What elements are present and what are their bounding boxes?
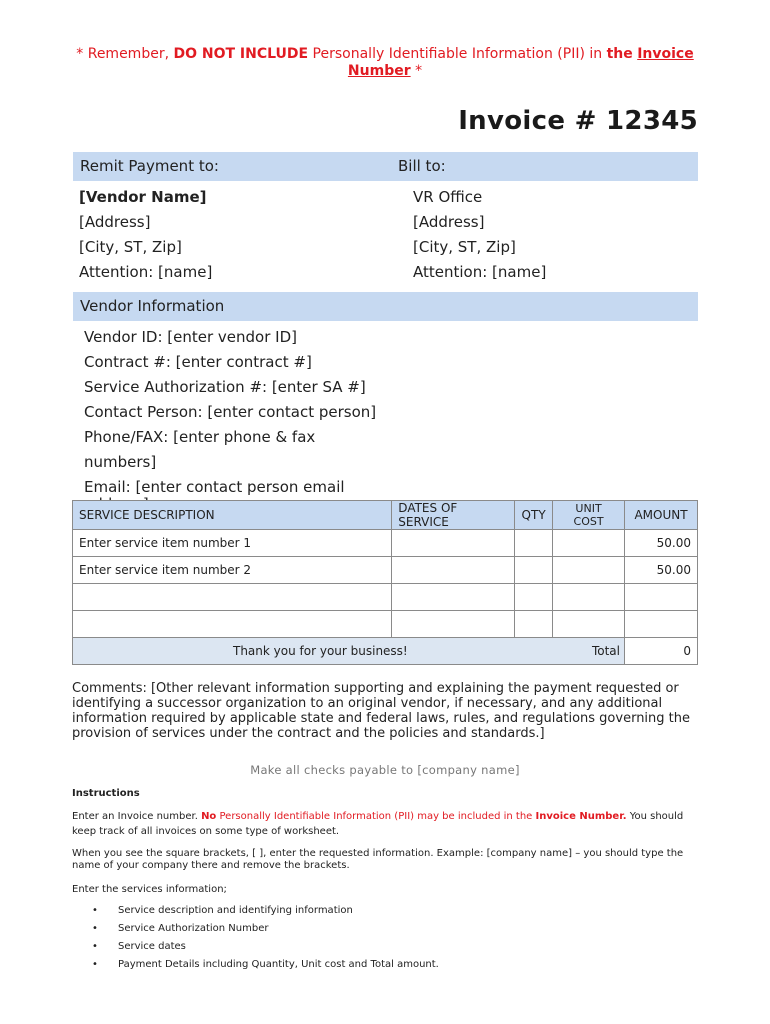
bill-address — [413, 185, 546, 285]
bill-name: VR Office — [413, 188, 483, 206]
bill-city: [City, ST, Zip] — [413, 238, 516, 256]
unit-cost-cell[interactable] — [553, 557, 625, 584]
total-value: 0 — [625, 638, 698, 665]
dates-cell[interactable] — [392, 530, 515, 557]
vendor-id: Vendor ID: [enter vendor ID] — [84, 328, 297, 346]
vendor-info-label: Vendor Information — [80, 297, 225, 315]
col-qty: QTY — [515, 501, 553, 530]
qty-cell[interactable] — [515, 557, 553, 584]
pii-warning: * Remember, DO NOT INCLUDE Personally Identifiable Information (PII) in the Invoice Number * — [76, 46, 694, 79]
invoice-title: Invoice # 12345 — [458, 106, 698, 136]
contact-person: Contact Person: [enter contact person] — [84, 403, 377, 421]
vendor-attention: Attention: [name] — [79, 263, 213, 281]
list-item: • Service Authorization Number — [92, 923, 269, 934]
col-service-description: SERVICE DESCRIPTION — [73, 501, 392, 530]
amount-cell[interactable]: 50.00 — [625, 557, 698, 584]
dates-cell[interactable] — [392, 557, 515, 584]
vendor-info-band — [73, 292, 698, 321]
instructions-heading: Instructions — [72, 788, 140, 799]
service-cell[interactable] — [73, 611, 392, 638]
service-cell[interactable]: Enter service item number 2 — [73, 557, 392, 584]
qty-cell[interactable] — [515, 530, 553, 557]
contract-number: Contract #: [enter contract #] — [84, 353, 312, 371]
instructions-bullets — [92, 902, 439, 974]
vendor-address-line: [Address] — [79, 213, 151, 231]
vendor-name: [Vendor Name] — [79, 188, 207, 206]
list-item: • Payment Details including Quantity, Unit cost and Total amount. — [92, 959, 439, 970]
list-item: • Service dates — [92, 941, 186, 952]
col-dates-of-service: DATES OF SERVICE — [392, 501, 515, 530]
unit-cost-cell[interactable] — [553, 584, 625, 611]
thanks-message: Thank you for your business! — [233, 644, 408, 658]
phone-fax: Phone/FAX: [enter phone & fax numbers] — [84, 428, 316, 471]
unit-cost-cell[interactable] — [553, 530, 625, 557]
service-authorization: Service Authorization #: [enter SA #] — [84, 378, 366, 396]
bill-address-line: [Address] — [413, 213, 485, 231]
remit-label: Remit Payment to: — [80, 157, 219, 175]
bill-attention: Attention: [name] — [413, 263, 547, 281]
unit-cost-cell[interactable] — [553, 611, 625, 638]
comments: Comments: [Other relevant information supporting and explaining the payment requested or identifying a successor organization to an original vendor, if necessary, and any additional information required by applicable state and federal laws, rules, and regulations governing the provision of services under the contract and the policies and standards.] — [72, 681, 691, 741]
amount-cell[interactable] — [625, 584, 698, 611]
col-unit-cost: UNIT COST — [553, 501, 625, 530]
dates-cell[interactable] — [392, 611, 515, 638]
bill-to-label: Bill to: — [398, 157, 446, 175]
total-row — [73, 638, 698, 665]
table-row — [73, 584, 698, 611]
service-table — [72, 500, 698, 665]
list-item: • Service description and identifying information — [92, 905, 353, 916]
total-row-text — [73, 638, 625, 665]
table-header-row — [73, 501, 698, 530]
qty-cell[interactable] — [515, 611, 553, 638]
instructions-p2: When you see the square brackets, [ ], enter the requested information. Example: [company name] – you should type the name of your company there and remove the brackets. — [72, 848, 684, 871]
vendor-info-list — [84, 325, 384, 513]
table-row — [73, 557, 698, 584]
instructions-p1: Enter an Invoice number. No Personally Identifiable Information (PII) may be included in the Invoice Number. You should keep track of all invoices on some type of worksheet. — [72, 811, 684, 837]
email: Email: [enter contact person email — [84, 478, 345, 496]
vendor-city: [City, ST, Zip] — [79, 238, 182, 256]
amount-cell[interactable]: 50.00 — [625, 530, 698, 557]
col-amount: AMOUNT — [625, 501, 698, 530]
service-cell[interactable]: Enter service item number 1 — [73, 530, 392, 557]
dates-cell[interactable] — [392, 584, 515, 611]
table-row — [73, 530, 698, 557]
checks-payable: Make all checks payable to [company name] — [250, 763, 520, 777]
vendor-address — [79, 185, 212, 285]
remit-band — [73, 152, 698, 181]
total-label: Total — [591, 644, 620, 658]
qty-cell[interactable] — [515, 584, 553, 611]
amount-cell[interactable] — [625, 611, 698, 638]
instructions-p3: Enter the services information; — [72, 884, 227, 895]
table-row — [73, 611, 698, 638]
service-cell[interactable] — [73, 584, 392, 611]
